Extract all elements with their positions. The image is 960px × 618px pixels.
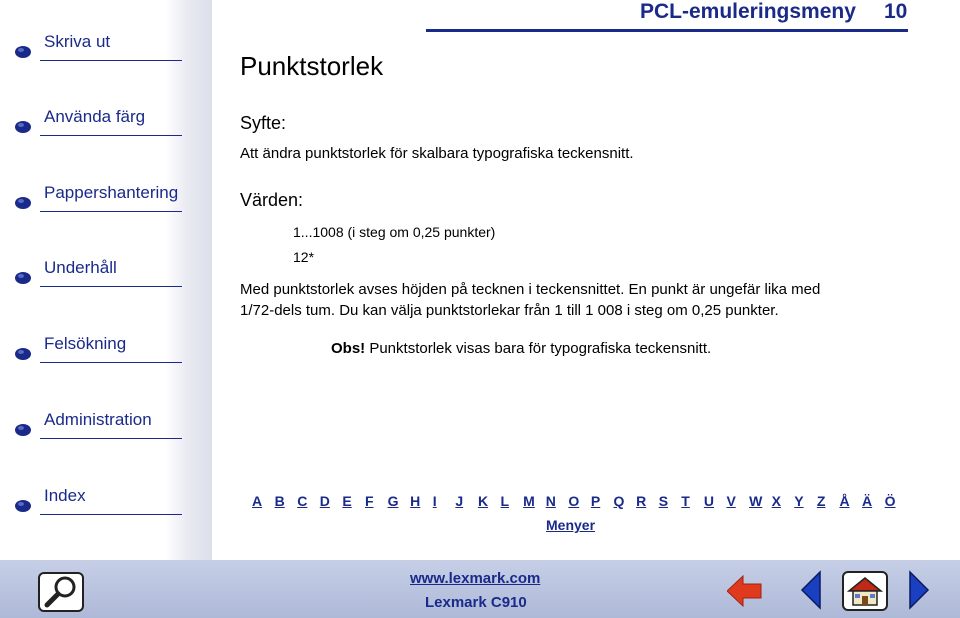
sidebar-item-label: Index	[44, 486, 86, 505]
sidebar-underline	[40, 60, 182, 61]
sidebar-item-label: Pappershantering	[44, 183, 179, 202]
sidebar-item-label: Underhåll	[44, 258, 117, 277]
bullet-icon	[14, 347, 32, 361]
index-letter-w[interactable]: W	[749, 493, 763, 509]
bullet-icon	[14, 423, 32, 437]
bullet-icon	[14, 271, 32, 285]
values-heading: Värden:	[240, 190, 304, 210]
header-title: PCL-emuleringsmeny	[640, 0, 856, 23]
purpose-heading: Syfte:	[240, 113, 287, 133]
index-letter-u[interactable]: U	[703, 493, 714, 509]
description-line-2: 1/72-dels tum. Du kan välja punktstorlekar från 1 till 1 008 i steg om 0,25 punkter.	[240, 302, 779, 319]
sidebar-underline	[40, 514, 182, 515]
index-letter-o[interactable]: O	[568, 493, 580, 509]
sidebar-item-underhall[interactable]	[14, 252, 184, 292]
bullet-icon	[14, 499, 32, 513]
sidebar-underline	[40, 438, 182, 439]
index-letter-d[interactable]: D	[319, 493, 330, 509]
footer-bar	[0, 560, 960, 618]
index-letter-y[interactable]: Y	[794, 493, 804, 509]
bullet-icon	[14, 196, 32, 210]
home-icon[interactable]	[842, 571, 888, 616]
index-letter-t[interactable]: T	[681, 493, 690, 509]
index-letter-k[interactable]: K	[477, 493, 489, 509]
index-letter-z[interactable]: Z	[816, 493, 826, 509]
index-letter-r[interactable]: R	[636, 493, 647, 509]
index-letter-auml[interactable]: Ä	[862, 493, 873, 509]
index-letter-q[interactable]: Q	[613, 493, 625, 509]
purpose-text: Att ändra punktstorlek för skalbara typografiska teckensnitt.	[240, 145, 634, 162]
note-text: Punktstorlek visas bara för typografiska teckensnitt.	[365, 340, 712, 357]
sidebar-item-administration[interactable]	[14, 404, 184, 444]
index-letter-e[interactable]: E	[342, 493, 352, 509]
index-letter-x[interactable]: X	[771, 493, 781, 509]
sidebar-item-anvanda-farg[interactable]	[14, 101, 184, 141]
note-label: Obs!	[331, 340, 366, 357]
bullet-icon	[14, 120, 32, 134]
index-letter-aring[interactable]: Å	[839, 493, 850, 509]
menus-link[interactable]: Menyer	[546, 517, 596, 533]
index-letter-n[interactable]: N	[545, 493, 556, 509]
sidebar-item-skriva-ut[interactable]	[14, 26, 184, 66]
sidebar-item-label: Felsökning	[44, 334, 127, 353]
sidebar-underline	[40, 362, 182, 363]
index-letter-s[interactable]: S	[658, 493, 669, 509]
index-letter-j[interactable]: J	[455, 493, 464, 509]
magnifier-icon[interactable]	[38, 572, 84, 617]
index-letter-h[interactable]: H	[410, 493, 421, 509]
index-letter-p[interactable]: P	[590, 493, 601, 509]
index-letter-f[interactable]: F	[364, 493, 374, 509]
alphabet-index	[252, 493, 907, 513]
previous-page-icon[interactable]	[800, 570, 822, 615]
sidebar-item-label: Använda färg	[44, 107, 146, 126]
page-title: Punktstorlek	[240, 51, 384, 81]
index-letter-l[interactable]: L	[500, 493, 510, 509]
index-letter-g[interactable]: G	[387, 493, 399, 509]
next-page-icon[interactable]	[908, 570, 930, 615]
sidebar-nav	[0, 0, 212, 560]
description-line-1: Med punktstorlek avses höjden på tecknen i teckensnittet. En punkt är ungefär lika med	[240, 281, 821, 298]
sidebar-item-pappershantering[interactable]	[14, 177, 184, 217]
index-letter-v[interactable]: V	[726, 493, 736, 509]
bullet-icon	[14, 45, 32, 59]
index-letter-i[interactable]: I	[432, 493, 437, 509]
index-letter-c[interactable]: C	[297, 493, 308, 509]
value-default: 12*	[293, 249, 315, 265]
sidebar-underline	[40, 135, 182, 136]
index-letter-ouml[interactable]: Ö	[884, 493, 896, 509]
footer-url[interactable]: www.lexmark.com	[410, 570, 541, 587]
sidebar-item-label: Administration	[44, 410, 152, 429]
value-range: 1...1008 (i steg om 0,25 punkter)	[293, 224, 496, 240]
sidebar-item-label: Skriva ut	[44, 32, 111, 51]
header-rule	[426, 29, 908, 32]
sidebar-underline	[40, 211, 182, 212]
page-number: 10	[884, 0, 908, 23]
red-back-arrow-icon[interactable]	[727, 574, 763, 613]
sidebar-item-felsokning[interactable]	[14, 328, 184, 368]
sidebar-item-index[interactable]	[14, 480, 184, 520]
index-letter-a[interactable]: A	[252, 493, 263, 509]
index-letter-m[interactable]: M	[523, 493, 535, 509]
footer-product: Lexmark C910	[425, 594, 527, 611]
sidebar-underline	[40, 286, 182, 287]
note	[331, 340, 711, 357]
index-letter-b[interactable]: B	[274, 493, 285, 509]
